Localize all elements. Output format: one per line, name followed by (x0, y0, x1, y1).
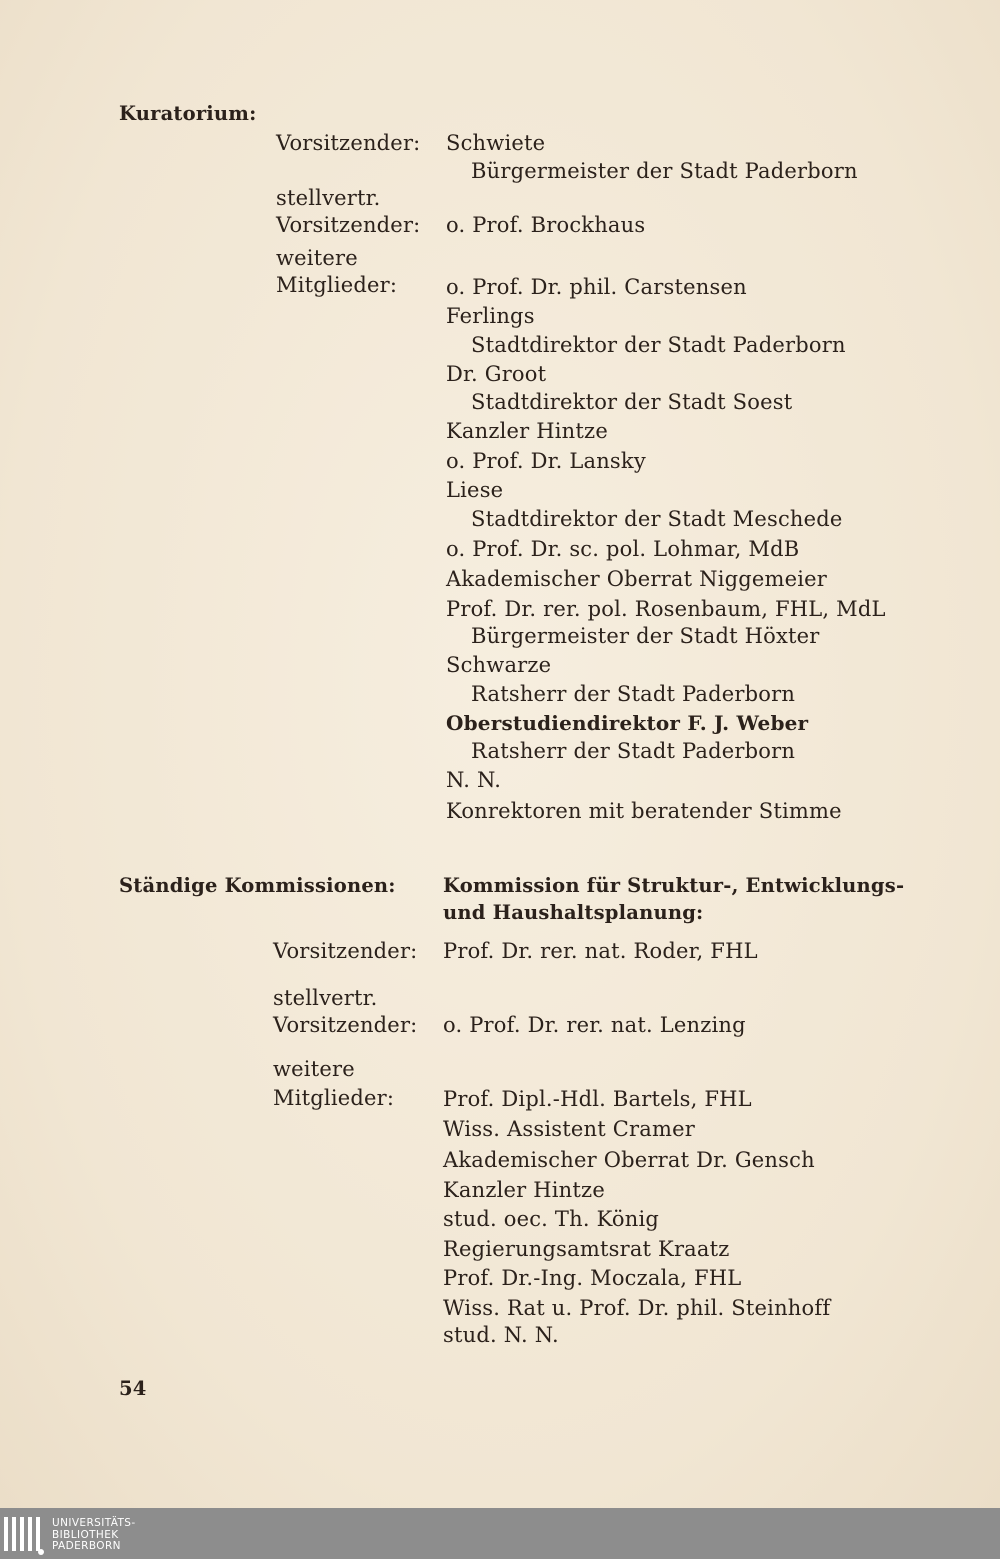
member: N. N. (446, 768, 502, 792)
stellv-vorsitzender-name: o. Prof. Dr. rer. nat. Lenzing (443, 1013, 746, 1037)
label-stellvertr: stellvertr. (273, 986, 378, 1010)
label-vorsitzender: Vorsitzender: (273, 939, 418, 963)
vorsitzender-name: Prof. Dr. rer. nat. Roder, FHL (443, 939, 758, 963)
vorsitzender-name: Schwiete (446, 131, 546, 155)
vorsitzender-role: Bürgermeister der Stadt Paderborn (471, 159, 858, 183)
label-weitere: weitere (273, 1057, 355, 1081)
member-role: Ratsherr der Stadt Paderborn (471, 682, 796, 706)
label-weitere: weitere (276, 246, 358, 270)
member: Akademischer Oberrat Niggemeier (446, 567, 828, 591)
member: Ferlings (446, 304, 535, 328)
label-stellv-vorsitzender: Vorsitzender: (276, 213, 421, 237)
member-note: Konrektoren mit beratender Stimme (446, 799, 842, 823)
member: Dr. Groot (446, 362, 547, 386)
logo-line: BIBLIOTHEK (52, 1528, 119, 1541)
library-logo-icon (4, 1517, 40, 1551)
member: o. Prof. Dr. phil. Carstensen (446, 275, 747, 299)
member: Wiss. Rat u. Prof. Dr. phil. Steinhoff (443, 1296, 831, 1320)
member: Kanzler Hintze (443, 1178, 605, 1202)
label-mitglieder: Mitglieder: (276, 273, 398, 297)
member-role: Ratsherr der Stadt Paderborn (471, 739, 796, 763)
kommission-title: Kommission für Struktur-, Entwicklungs- (443, 874, 905, 897)
member: o. Prof. Dr. Lansky (446, 449, 646, 473)
member-role: Bürgermeister der Stadt Höxter (471, 624, 820, 648)
member: Prof. Dr. rer. pol. Rosenbaum, FHL, MdL (446, 597, 886, 621)
member-role: Stadtdirektor der Stadt Paderborn (471, 333, 846, 357)
page-number: 54 (119, 1377, 147, 1400)
member: Kanzler Hintze (446, 419, 608, 443)
member: Wiss. Assistent Cramer (443, 1117, 695, 1141)
member: Regierungsamtsrat Kraatz (443, 1237, 730, 1261)
member: Prof. Dr.-Ing. Moczala, FHL (443, 1266, 742, 1290)
label-mitglieder: Mitglieder: (273, 1086, 395, 1110)
label-stellv-vorsitzender: Vorsitzender: (273, 1013, 418, 1037)
stellv-vorsitzender-name: o. Prof. Brockhaus (446, 213, 646, 237)
member: Akademischer Oberrat Dr. Gensch (443, 1148, 815, 1172)
member: Oberstudiendirektor F. J. Weber (446, 711, 809, 735)
kommission-title: und Haushaltsplanung: (443, 901, 704, 924)
label-stellvertr: stellvertr. (276, 186, 381, 210)
kommissionen-heading: Ständige Kommissionen: (119, 874, 396, 897)
library-footer-bar (0, 1508, 1000, 1559)
logo-dot-icon (38, 1549, 44, 1555)
label-vorsitzender: Vorsitzender: (276, 131, 421, 155)
member: Prof. Dipl.-Hdl. Bartels, FHL (443, 1087, 752, 1111)
library-logo-text (52, 1518, 136, 1553)
member: o. Prof. Dr. sc. pol. Lohmar, MdB (446, 537, 800, 561)
member: stud. N. N. (443, 1323, 559, 1347)
member-role: Stadtdirektor der Stadt Soest (471, 390, 793, 414)
member: stud. oec. Th. König (443, 1207, 660, 1231)
logo-line: PADERBORN (52, 1540, 121, 1552)
member: Schwarze (446, 653, 552, 677)
member-role: Stadtdirektor der Stadt Meschede (471, 507, 843, 531)
member: Liese (446, 478, 504, 502)
kuratorium-heading: Kuratorium: (119, 102, 257, 125)
logo-line: UNIVERSITÄTS- (52, 1517, 136, 1529)
